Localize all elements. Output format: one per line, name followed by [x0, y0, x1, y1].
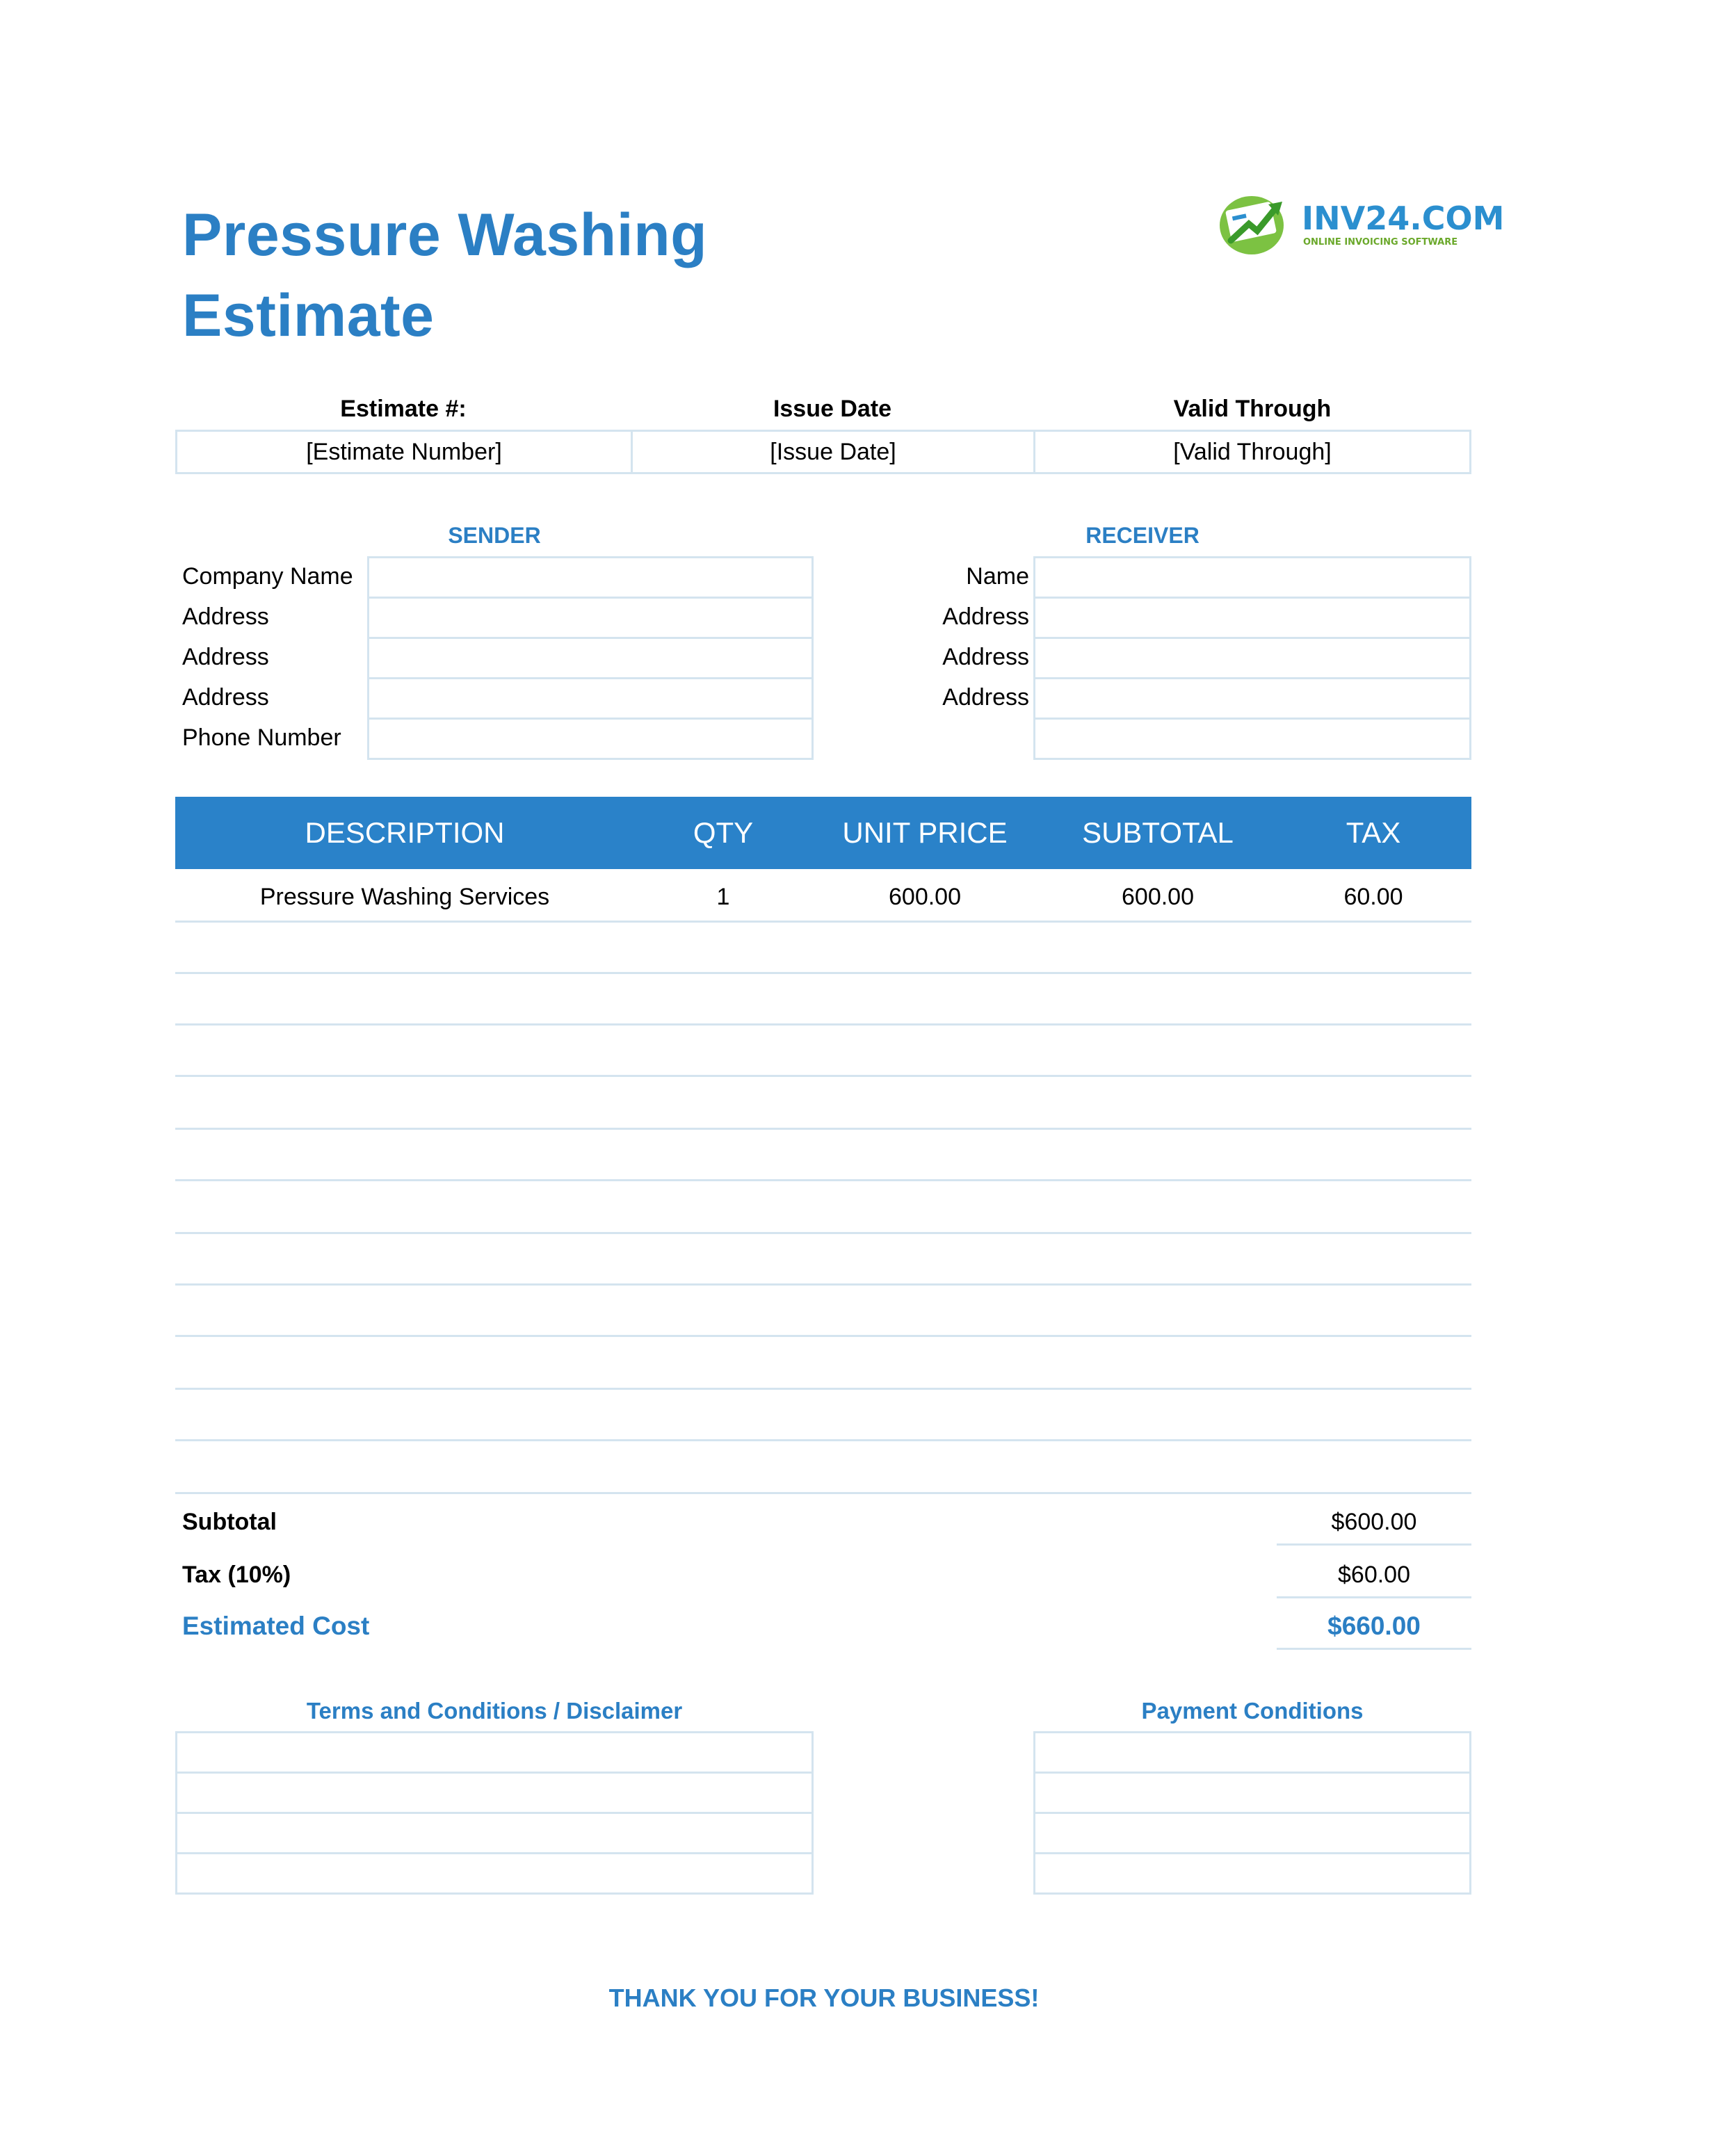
payment-line-1[interactable] — [1033, 1731, 1471, 1774]
sender-label-address-1: Address — [182, 603, 269, 630]
receiver-label-name: Name — [966, 562, 1029, 590]
receiver-heading: RECEIVER — [1085, 522, 1200, 548]
sender-label-company: Company Name — [182, 562, 353, 590]
sender-label-address-3: Address — [182, 683, 269, 711]
estimated-cost-label: Estimated Cost — [182, 1612, 370, 1640]
issue-date-label: Issue Date — [773, 395, 892, 422]
estimate-number-value: [Estimate Number] — [306, 438, 502, 465]
receiver-extra-field[interactable] — [1033, 718, 1471, 760]
estimated-cost-underline — [1277, 1648, 1471, 1650]
sender-address-field-2[interactable] — [367, 637, 814, 679]
estimate-number-label: Estimate #: — [340, 395, 467, 422]
receiver-address-field-1[interactable] — [1033, 597, 1471, 639]
row-divider — [175, 1232, 1471, 1234]
inv24-logo — [1218, 189, 1505, 259]
sender-address-field-1[interactable] — [367, 597, 814, 639]
col-header-qty: QTY — [693, 816, 754, 849]
row-divider — [175, 921, 1471, 923]
receiver-name-field[interactable] — [1033, 556, 1471, 599]
payment-line-4[interactable] — [1033, 1852, 1471, 1895]
receiver-address-field-3[interactable] — [1033, 677, 1471, 720]
receiver-label-address-3: Address — [942, 683, 1029, 711]
terms-line-1[interactable] — [175, 1731, 814, 1774]
thank-you-footer: THANK YOU FOR YOUR BUSINESS! — [608, 1984, 1040, 2012]
payment-line-2[interactable] — [1033, 1772, 1471, 1814]
valid-through-value: [Valid Through] — [1173, 438, 1332, 465]
sender-heading: SENDER — [448, 522, 541, 548]
row-qty: 1 — [716, 883, 730, 910]
subtotal-underline — [1277, 1543, 1471, 1546]
sender-address-field-3[interactable] — [367, 677, 814, 720]
title-line-1: Pressure Washing — [182, 202, 708, 268]
valid-through-label: Valid Through — [1173, 395, 1332, 422]
sender-phone-field[interactable] — [367, 718, 814, 760]
row-divider — [175, 1179, 1471, 1181]
row-divider — [175, 1439, 1471, 1441]
receiver-label-address-1: Address — [942, 603, 1029, 630]
sender-label-phone: Phone Number — [182, 724, 341, 751]
issue-date-value: [Issue Date] — [770, 438, 896, 465]
row-divider — [175, 1023, 1471, 1026]
terms-heading: Terms and Conditions / Disclaimer — [306, 1698, 683, 1724]
page-title — [182, 195, 707, 356]
estimated-cost-value: $660.00 — [1327, 1612, 1421, 1640]
row-divider — [175, 972, 1471, 974]
terms-line-2[interactable] — [175, 1772, 814, 1814]
growth-arrow-document-icon — [1218, 189, 1505, 259]
row-description: Pressure Washing Services — [259, 883, 550, 910]
tax-value: $60.00 — [1338, 1561, 1410, 1588]
tax-underline — [1277, 1596, 1471, 1598]
row-divider — [175, 1283, 1471, 1286]
row-divider — [175, 1492, 1471, 1494]
terms-line-3[interactable] — [175, 1812, 814, 1854]
tax-label: Tax (10%) — [182, 1561, 291, 1588]
col-header-unit-price: UNIT PRICE — [842, 816, 1008, 849]
payment-line-3[interactable] — [1033, 1812, 1471, 1854]
subtotal-value: $600.00 — [1331, 1508, 1417, 1535]
logo-name: INV24.COM — [1302, 200, 1505, 237]
col-header-tax: TAX — [1346, 816, 1401, 849]
row-divider — [175, 1075, 1471, 1077]
terms-line-4[interactable] — [175, 1852, 814, 1895]
col-header-subtotal: SUBTOTAL — [1082, 816, 1234, 849]
receiver-label-address-2: Address — [942, 643, 1029, 670]
row-subtotal: 600.00 — [1122, 883, 1194, 910]
title-line-2: Estimate — [182, 282, 435, 349]
row-divider — [175, 1128, 1471, 1130]
logo-tagline: ONLINE INVOICING SOFTWARE — [1303, 237, 1458, 248]
row-unit-price: 600.00 — [889, 883, 961, 910]
sender-label-address-2: Address — [182, 643, 269, 670]
col-header-description: DESCRIPTION — [305, 816, 505, 849]
row-tax: 60.00 — [1343, 883, 1403, 910]
subtotal-label: Subtotal — [182, 1508, 277, 1535]
row-divider — [175, 1388, 1471, 1390]
receiver-address-field-2[interactable] — [1033, 637, 1471, 679]
row-divider — [175, 1335, 1471, 1337]
payment-heading: Payment Conditions — [1141, 1698, 1364, 1724]
sender-company-field[interactable] — [367, 556, 814, 599]
